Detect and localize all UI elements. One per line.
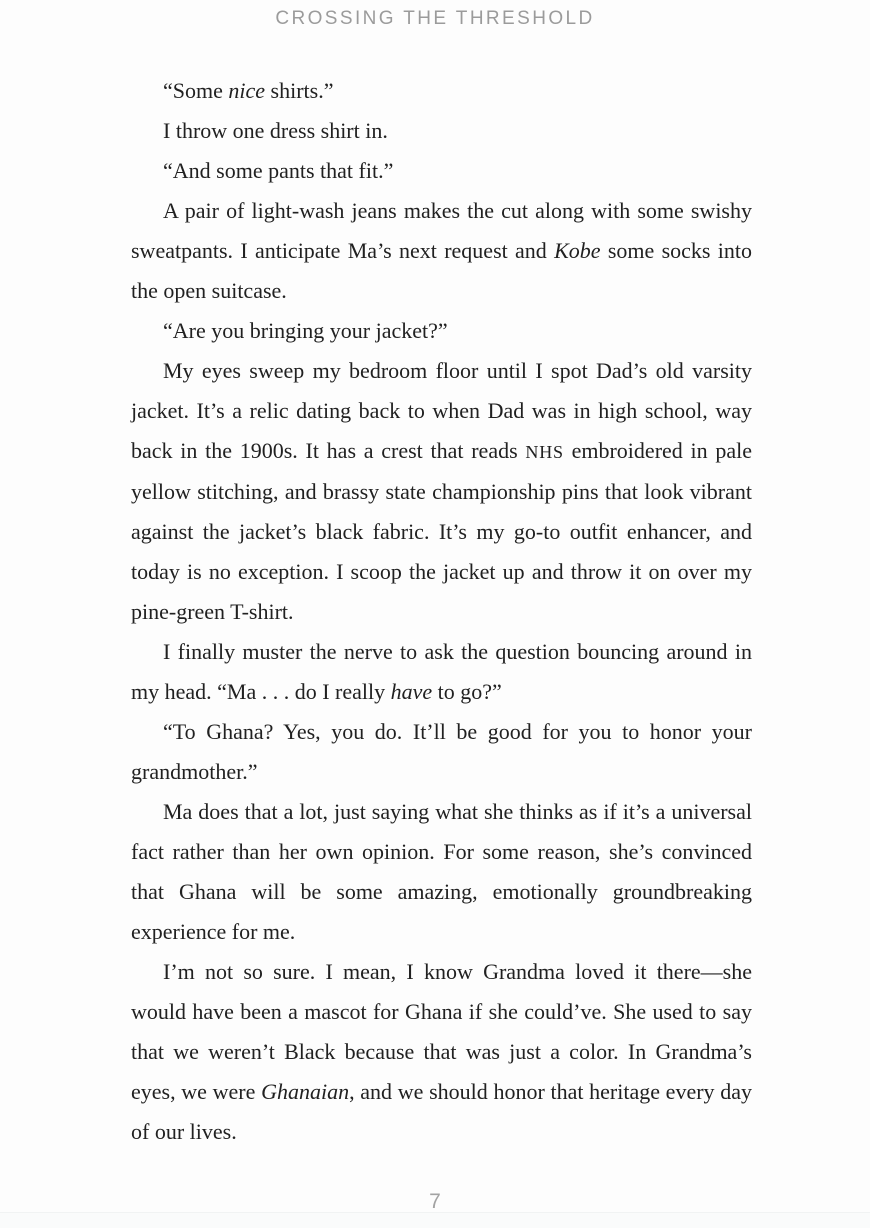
paragraph xyxy=(131,71,752,111)
paragraph xyxy=(131,351,752,632)
paragraph xyxy=(131,151,752,191)
paragraph xyxy=(131,311,752,351)
paragraph xyxy=(131,191,752,311)
text-segment: “To Ghana? Yes, you do. It’ll be good for you to honor your grandmother.” xyxy=(131,719,752,784)
text-segment: “And some pants that fit.” xyxy=(163,158,394,183)
text-segment: shirts.” xyxy=(265,78,334,103)
text-segment: some socks into the open suitcase. xyxy=(131,238,752,303)
text-segment: I’m not so sure. I mean, I know Grandma loved it there—she would have been a mascot for Ghana if she could’ve. She used to say that we weren’t Black because that was just a color. In Grandma’s eyes, we were xyxy=(131,959,752,1104)
text-segment: I finally muster the nerve to ask the question bouncing around in my head. “Ma . . . do I really xyxy=(131,639,752,704)
text-segment: , and we should honor that heritage every day of our lives. xyxy=(131,1079,752,1144)
paragraph xyxy=(131,632,752,712)
italic-text: Ghanaian xyxy=(261,1079,350,1104)
text-segment: embroidered in pale yellow stitching, and brassy state championship pins that look vibrant against the jacket’s black fabric. It’s my go-to outfit enhancer, and today is no exception. I scoop the jacket up and throw it on over my pine-green T-shirt. xyxy=(131,438,752,624)
italic-text: nice xyxy=(228,78,266,103)
paragraph xyxy=(131,952,752,1152)
paragraph xyxy=(131,111,752,151)
smallcaps-text: NHS xyxy=(525,442,564,462)
text-segment: My eyes sweep my bedroom floor until I spot Dad’s old varsity jacket. It’s a relic dating back to when Dad was in high school, way back in the 1900s. It has a crest that reads xyxy=(131,358,752,463)
page-text xyxy=(131,71,752,1152)
text-segment: “Are you bringing your jacket?” xyxy=(163,318,448,343)
italic-text: Kobe xyxy=(554,238,601,263)
paragraph xyxy=(131,712,752,792)
text-segment: A pair of light-wash jeans makes the cut along with some swishy sweatpants. I anticipate Ma’s next request and xyxy=(131,198,752,263)
paragraph xyxy=(131,792,752,952)
page-number: 7 xyxy=(429,1190,441,1213)
text-segment: Ma does that a lot, just saying what she thinks as if it’s a universal fact rather than her own opinion. For some reason, she’s convinced that Ghana will be some amazing, emotionally groundbreaking experience for me. xyxy=(131,799,752,944)
footer-band xyxy=(0,1212,870,1228)
text-segment: I throw one dress shirt in. xyxy=(163,118,388,143)
running-header-title: CROSSING THE THRESHOLD xyxy=(275,8,595,29)
text-segment: to go?” xyxy=(432,679,502,704)
italic-text: have xyxy=(390,679,433,704)
text-segment: “Some xyxy=(163,78,229,103)
